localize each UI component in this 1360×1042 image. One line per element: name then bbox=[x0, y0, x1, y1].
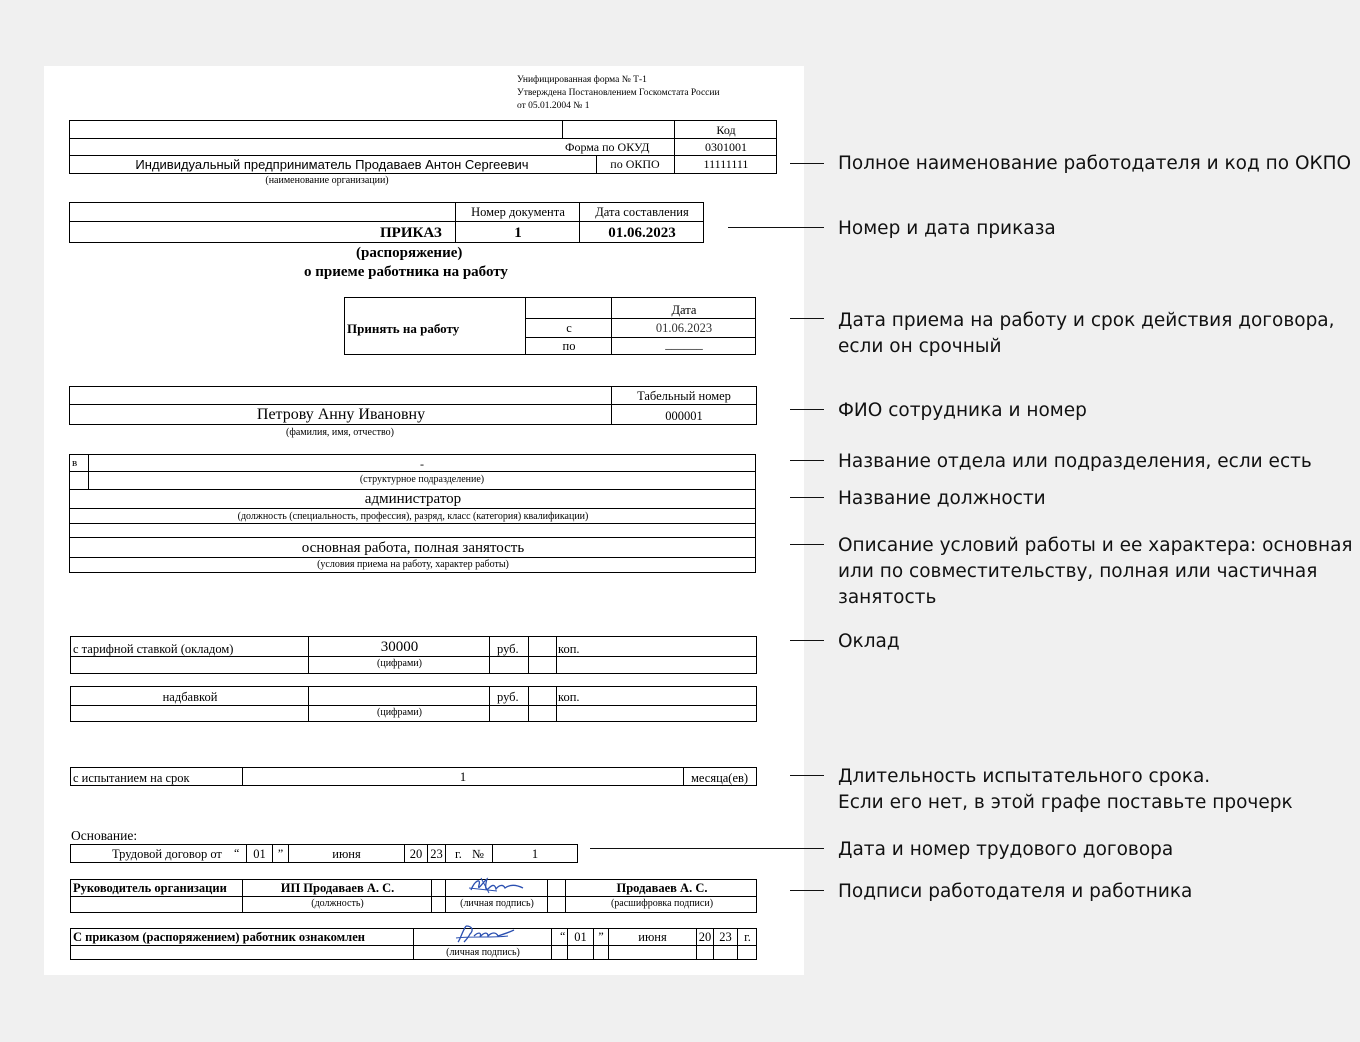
salary-rate-label: с тарифной ставкой (окладом) bbox=[73, 642, 234, 656]
position-name: администратор bbox=[364, 491, 462, 507]
annotation-employee-name: ФИО сотрудника и номер bbox=[838, 400, 1087, 421]
bonus-label: надбавкой bbox=[162, 690, 218, 704]
annotation-leader-3 bbox=[790, 318, 824, 319]
annotation-signatures: Подписи работодателя и работника bbox=[838, 881, 1193, 902]
ack-day: 01 bbox=[574, 930, 587, 944]
annotation-leader-8 bbox=[790, 640, 824, 641]
annotation-hire-date-line2: если он срочный bbox=[838, 336, 1002, 357]
okpo-label: по ОКПО bbox=[610, 157, 660, 171]
bonus-digits-caption: (цифрами) bbox=[377, 707, 422, 718]
work-conditions: основная работа, полная занятость bbox=[301, 540, 525, 556]
annotation-conditions-line1: Описание условий работы и ее характера: основная bbox=[838, 535, 1353, 556]
form-header-line2: Утверждена Постановлением Госкомстата России bbox=[517, 88, 720, 98]
annotation-leader-4 bbox=[790, 409, 824, 410]
annotation-hire-date-line1: Дата приема на работу и срок действия договора, bbox=[838, 310, 1335, 331]
contract-year-suffix: 23 bbox=[430, 847, 443, 861]
ack-quote-close: ” bbox=[598, 929, 604, 943]
tab-number-header: Табельный номер bbox=[637, 389, 731, 403]
contract-month: июня bbox=[332, 847, 361, 861]
salary-kop-label: коп. bbox=[558, 642, 580, 656]
contract-quote-open: “ bbox=[234, 846, 240, 860]
okud-code: 0301001 bbox=[705, 140, 747, 154]
hire-label: Принять на работу bbox=[347, 321, 460, 336]
contract-day: 01 bbox=[253, 847, 266, 861]
order-subtitle: (распоряжение) bbox=[356, 245, 463, 261]
employee-name: Петрову Анну Ивановну bbox=[256, 406, 426, 423]
order-title: ПРИКАЗ bbox=[380, 225, 442, 241]
employee-tab-number: 000001 bbox=[665, 409, 703, 423]
ack-year-suffix: 23 bbox=[719, 930, 732, 944]
hire-from-label: с bbox=[566, 321, 572, 335]
acknowledgement-label: С приказом (распоряжением) работник ознакомлен bbox=[73, 930, 365, 944]
head-position: ИП Продаваев А. С. bbox=[280, 881, 395, 895]
acknowledgement-signature-caption: (личная подпись) bbox=[446, 947, 520, 958]
doc-number-header: Номер документа bbox=[471, 205, 565, 219]
annotation-employer-name: Полное наименование работодателя и код по ОКПО bbox=[838, 153, 1352, 174]
head-signature-icon bbox=[465, 876, 529, 898]
annotation-leader-9 bbox=[790, 775, 824, 776]
hire-to-label: по bbox=[562, 339, 576, 353]
annotation-conditions-line2: или по совместительству, полная или частичная bbox=[838, 561, 1318, 582]
contract-year-word: г. bbox=[455, 847, 462, 861]
order-date: 01.06.2023 bbox=[608, 225, 676, 241]
ack-year-word: г. bbox=[744, 930, 751, 944]
ack-month: июня bbox=[638, 930, 667, 944]
ack-quote-open: “ bbox=[560, 929, 566, 943]
annotation-contract: Дата и номер трудового договора bbox=[838, 839, 1174, 860]
annotation-department: Название отдела или подразделения, если есть bbox=[838, 451, 1312, 472]
okpo-code: 11111111 bbox=[703, 157, 749, 171]
contract-year-prefix: 20 bbox=[409, 847, 423, 861]
organization-caption: (наименование организации) bbox=[265, 175, 389, 186]
form-header-line1: Унифицированная форма № Т-1 bbox=[517, 75, 647, 85]
okud-label: Форма по ОКУД bbox=[565, 140, 650, 154]
probation-unit: месяца(ев) bbox=[691, 771, 749, 785]
annotation-leader-7 bbox=[790, 544, 824, 545]
department-name: - bbox=[420, 457, 424, 471]
annotation-order-number-date: Номер и дата приказа bbox=[838, 218, 1056, 239]
annotation-leader-6 bbox=[790, 497, 824, 498]
order-number: 1 bbox=[514, 225, 522, 241]
annotation-leader-1 bbox=[790, 163, 824, 164]
basis-label: Основание: bbox=[71, 828, 138, 843]
salary-rate-value: 30000 bbox=[380, 639, 419, 655]
code-column-header: Код bbox=[716, 123, 736, 137]
ack-year-prefix: 20 bbox=[698, 930, 712, 944]
annotation-leader-5 bbox=[790, 460, 824, 461]
head-signature-caption: (личная подпись) bbox=[460, 898, 534, 909]
salary-digits-caption: (цифрами) bbox=[377, 658, 422, 669]
annotation-probation-line1: Длительность испытательного срока. bbox=[838, 766, 1211, 787]
organization-name: Индивидуальный предприниматель Продаваев Антон Сергеевич bbox=[135, 157, 529, 172]
annotation-probation-line2: Если его нет, в этой графе поставьте прочерк bbox=[838, 792, 1293, 813]
employee-signature-icon bbox=[452, 922, 518, 946]
contract-label: Трудовой договор от bbox=[112, 847, 222, 861]
work-conditions-caption: (условия приема на работу, характер работы) bbox=[317, 559, 509, 570]
contract-quote-close: ” bbox=[277, 846, 284, 860]
position-caption: (должность (специальность, профессия), разряд, класс (категория) квалификации) bbox=[237, 511, 589, 522]
annotation-leader-2 bbox=[728, 227, 824, 228]
annotation-conditions-line3: занятость bbox=[838, 587, 937, 608]
department-prefix: в bbox=[72, 457, 78, 469]
contract-number-sign: № bbox=[472, 847, 484, 861]
head-name: Продаваев А. С. bbox=[616, 881, 708, 895]
hire-from-date: 01.06.2023 bbox=[655, 321, 713, 335]
head-label: Руководитель организации bbox=[73, 881, 227, 895]
annotation-position: Название должности bbox=[838, 488, 1046, 509]
head-name-caption: (расшифровка подписи) bbox=[610, 898, 714, 909]
annotation-salary: Оклад bbox=[838, 631, 900, 652]
bonus-kop-label: коп. bbox=[558, 690, 580, 704]
department-caption: (структурное подразделение) bbox=[359, 474, 485, 485]
order-purpose: о приеме работника на работу bbox=[304, 264, 508, 280]
annotation-leader-10 bbox=[590, 848, 824, 849]
contract-number: 1 bbox=[531, 847, 539, 861]
probation-label: с испытанием на срок bbox=[73, 771, 190, 785]
bonus-rub-label: руб. bbox=[497, 690, 519, 704]
annotation-leader-11 bbox=[790, 890, 824, 891]
employee-name-caption: (фамилия, имя, отчество) bbox=[286, 427, 394, 438]
hire-to-date: ______ bbox=[665, 337, 703, 351]
salary-rub-label: руб. bbox=[497, 642, 519, 656]
head-position-caption: (должность) bbox=[311, 898, 364, 909]
hire-date-header: Дата bbox=[671, 303, 697, 317]
probation-value: 1 bbox=[459, 770, 467, 784]
form-header-line3: от 05.01.2004 № 1 bbox=[517, 101, 590, 111]
doc-date-header: Дата составления bbox=[595, 205, 689, 219]
